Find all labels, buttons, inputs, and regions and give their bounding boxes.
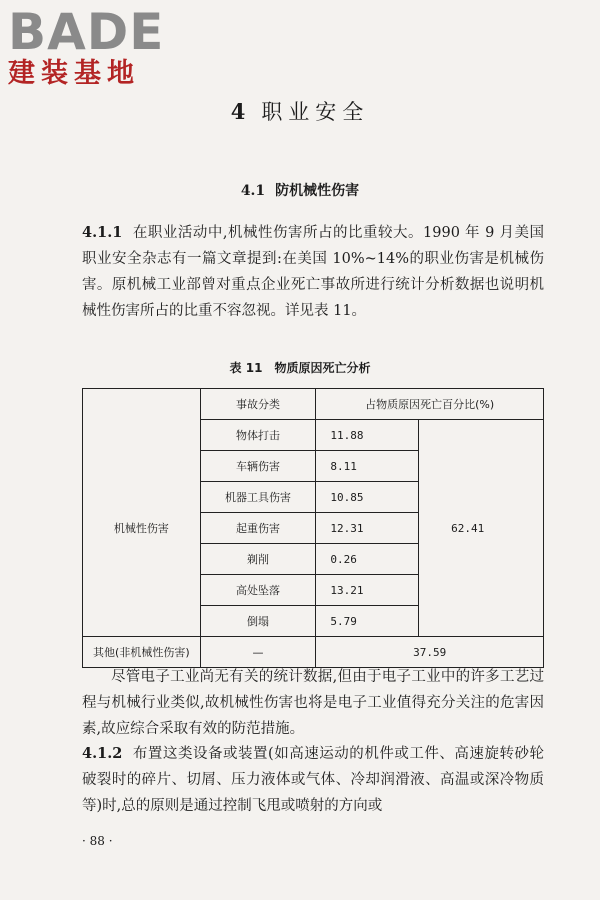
other-value-cell: 37.59 xyxy=(316,637,544,668)
group-total-cell: 62.41 xyxy=(419,420,544,637)
paragraph-text: 布置这类设备或装置(如高速运动的机件或工件、高速旋转砂轮破裂时的碎片、切屑、压力液体或气体、冷却润滑液、高温或深冷物质等)时,总的原则是通过控制飞甩或喷射的方向或 xyxy=(82,746,544,814)
paragraph-text: 在职业活动中,机械性伤害所占的比重较大。1990 年 9 月美国职业安全杂志有一篇文章提到:在美国 10%~14%的职业伤害是机械伤害。原机械工业部曾对重点企业死亡事故所进行统计分析数据也说明机械性伤害所占的比重不容忽视。详见表 11。 xyxy=(82,225,544,319)
page-number: · 88 · xyxy=(82,834,113,848)
chapter-title-text: 职业安全 xyxy=(261,100,370,124)
value-cell: 8.11 xyxy=(316,451,419,482)
table-header-percent: 占物质原因死亡百分比(%) xyxy=(316,389,544,420)
table-header-empty xyxy=(83,389,201,420)
table-header-row xyxy=(83,389,544,420)
death-analysis-table xyxy=(82,388,544,668)
table-row-other xyxy=(83,637,544,668)
paragraph-4-1-2 xyxy=(82,741,544,819)
category-cell: 车辆伤害 xyxy=(200,451,316,482)
other-category-cell: — xyxy=(200,637,316,668)
paragraph-electronics: 尽管电子工业尚无有关的统计数据,但由于电子工业中的许多工艺过程与机械行业类似,故机械性伤害也将是电子工业值得充分关注的危害因素,故应综合采取有效的防范措施。 xyxy=(82,669,544,737)
value-cell: 0.26 xyxy=(316,544,419,575)
category-cell: 剃削 xyxy=(200,544,316,575)
paragraph-number: 4.1.2 xyxy=(82,745,123,762)
category-cell: 倒塌 xyxy=(200,606,316,637)
other-label-cell: 其他(非机械性伤害) xyxy=(83,637,201,668)
value-cell: 13.21 xyxy=(316,575,419,606)
chapter-number: 4 xyxy=(230,99,252,124)
table-row xyxy=(83,420,544,451)
section-number: 4.1 xyxy=(240,183,266,199)
value-cell: 10.85 xyxy=(316,482,419,513)
publisher-logo xyxy=(8,4,178,90)
value-cell: 12.31 xyxy=(316,513,419,544)
section-title-text: 防机械性伤害 xyxy=(275,183,360,199)
table-caption xyxy=(0,359,600,376)
section-title xyxy=(0,180,600,200)
chapter-title xyxy=(0,96,600,126)
value-cell: 11.88 xyxy=(316,420,419,451)
value-cell: 5.79 xyxy=(316,606,419,637)
table-title: 物质原因死亡分析 xyxy=(274,361,371,375)
paragraph-4-1-1 xyxy=(82,220,544,324)
category-cell: 机器工具伤害 xyxy=(200,482,316,513)
category-cell: 起重伤害 xyxy=(200,513,316,544)
category-cell: 物体打击 xyxy=(200,420,316,451)
table-header-category: 事故分类 xyxy=(200,389,316,420)
logo-subtitle: 建装基地 xyxy=(8,58,140,89)
paragraph-number: 4.1.1 xyxy=(82,224,123,241)
table-number: 表 11 xyxy=(229,361,263,375)
group-label-cell: 机械性伤害 xyxy=(83,420,201,637)
category-cell: 高处坠落 xyxy=(200,575,316,606)
logo-brand: BADE xyxy=(8,3,165,61)
